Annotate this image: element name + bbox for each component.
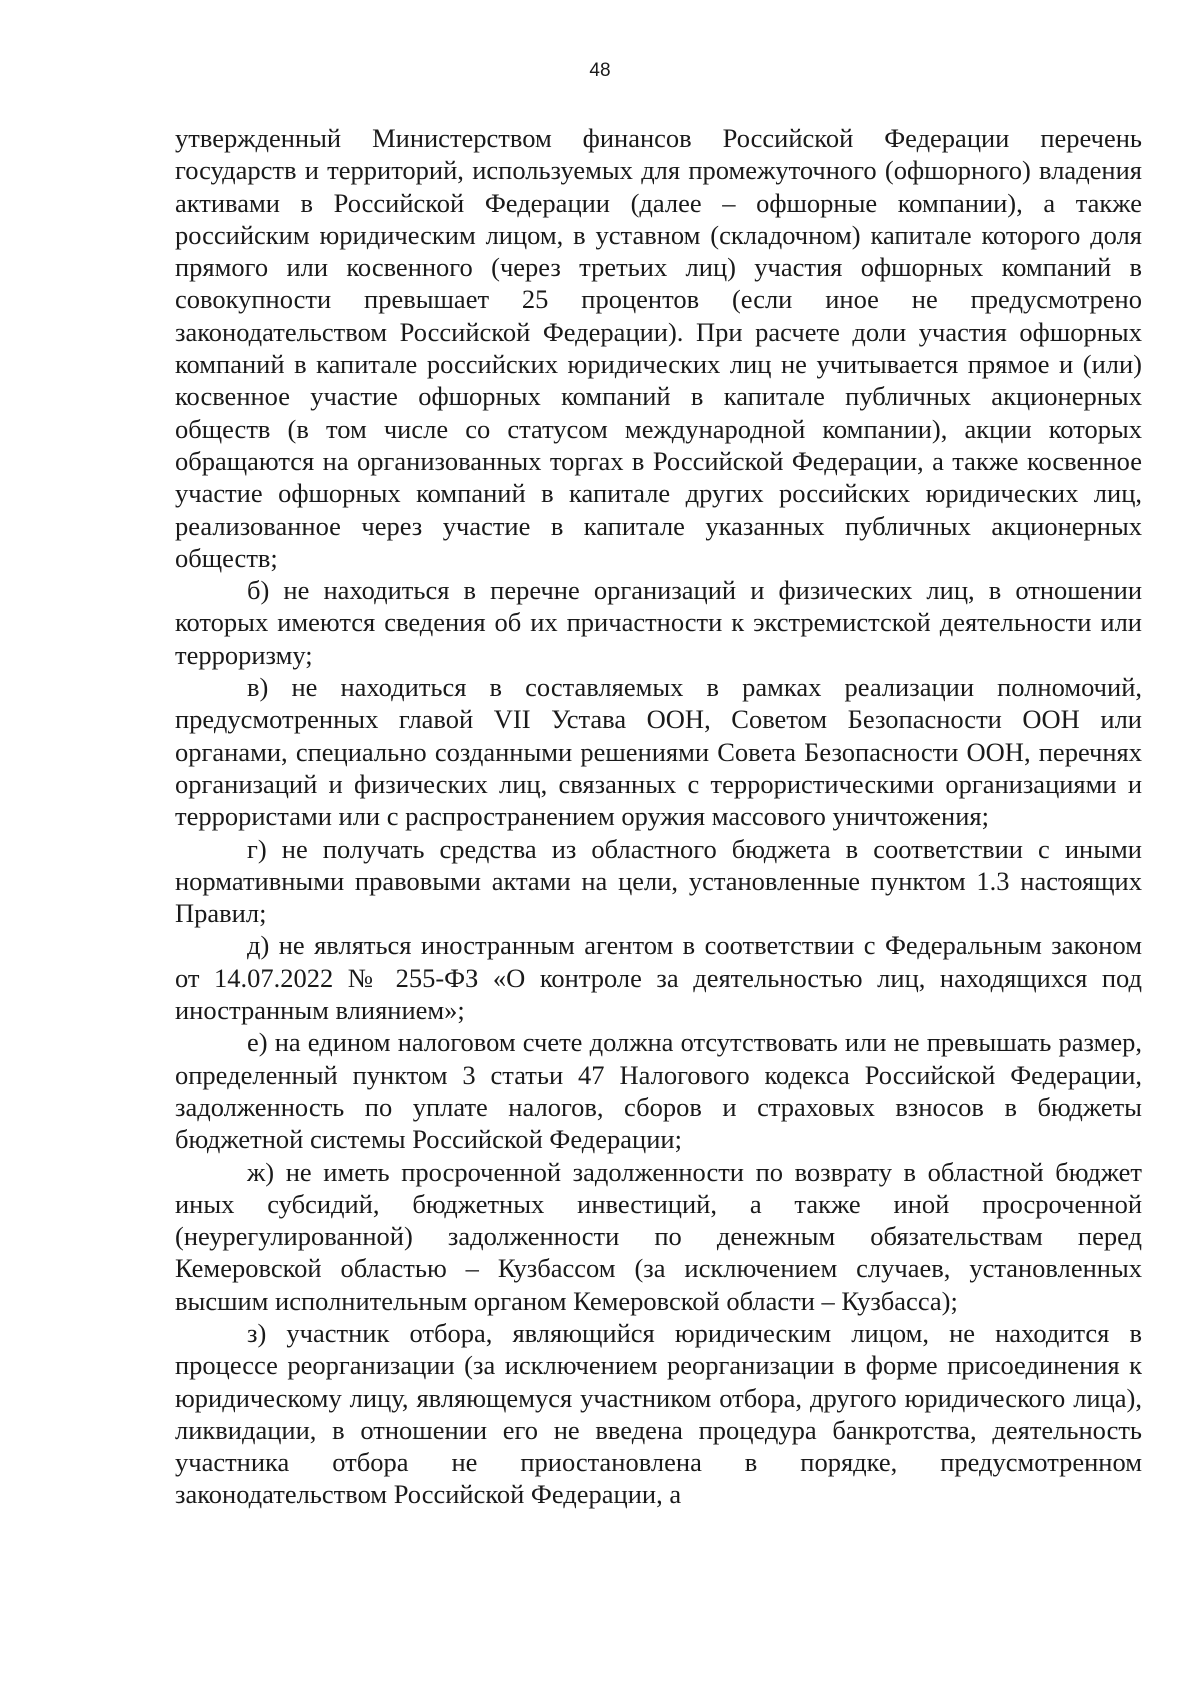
document-body [175,122,1142,1511]
paragraph-v-un-lists: в) не находиться в составляемых в рамках реализации полномочий, предусмотренных главой VII Устава ООН, Советом Безопасности ООН или органами, специально созданными решениями Совета Безопасности ООН, перечнях организаций и физических лиц, связанных с террористическими организациями и террористами или с распространением оружия массового уничтожения; [175,672,1142,832]
paragraph-zh-overdue-debt: ж) не иметь просроченной задолженности по возврату в областной бюджет иных субсидий, бюджетных инвестиций, а также иной просроченной (неурегулированной) задолженности по денежным обязательствам перед Кемеровской областью – Кузбассом (за исключением случаев, установленных высшим исполнительным органом Кемеровской области – Кузбасса); [175,1156,1142,1316]
paragraph-continuation-offshore: утвержденный Министерством финансов Российской Федерации перечень государств и территорий, используемых для промежуточного (офшорного) владения активами в Российской Федерации (далее – офшорные компании), а также российским юридическим лицом, в уставном (складочном) капитале которого доля прямого или косвенного (через третьих лиц) участия офшорных компаний в совокупности превышает 25 процентов (если иное не предусмотрено законодательством Российской Федерации). При расчете доли участия офшорных компаний в капитале российских юридических лиц не учитывается прямое и (или) косвенное участие офшорных компаний в капитале публичных акционерных обществ (в том числе со статусом международной компании), акции которых обращаются на организованных торгах в Российской Федерации, а также косвенное участие офшорных компаний в капитале других российских юридических лиц, реализованное через участие в капитале указанных публичных акционерных обществ; [175,123,1142,573]
paragraph-g-regional-budget: г) не получать средства из областного бюджета в соответствии с иными нормативными правовыми актами на цели, установленные пунктом 1.3 настоящих Правил; [175,833,1142,929]
paragraph-e-tax-account: е) на едином налоговом счете должна отсутствовать или не превышать размер, определенный пунктом 3 статьи 47 Налогового кодекса Российской Федерации, задолженность по уплате налогов, сборов и страховых взносов в бюджеты бюджетной системы Российской Федерации; [175,1027,1142,1155]
paragraph-b-extremism: б) не находиться в перечне организаций и физических лиц, в отношении которых имеются сведения об их причастности к экстремистской деятельности или терроризму; [175,575,1142,670]
paragraph-d-foreign-agent: д) не являться иностранным агентом в соответствии с Федеральным законом от 14.07.2022 № 255-ФЗ «О контроле за деятельностью лиц, находящихся под иностранным влиянием»; [175,930,1142,1026]
paragraph-z-reorganization: з) участник отбора, являющийся юридическим лицом, не находится в процессе реорганизации (за исключением реорганизации в форме присоединения к юридическому лицу, являющемуся участником отбора, другого юридического лица), ликвидации, в отношении его не введена процедура банкротства, деятельность участника отбора не приостановлена в порядке, предусмотренном законодательством Российской Федерации, а [175,1317,1142,1510]
page-number: 48 [589,60,611,81]
